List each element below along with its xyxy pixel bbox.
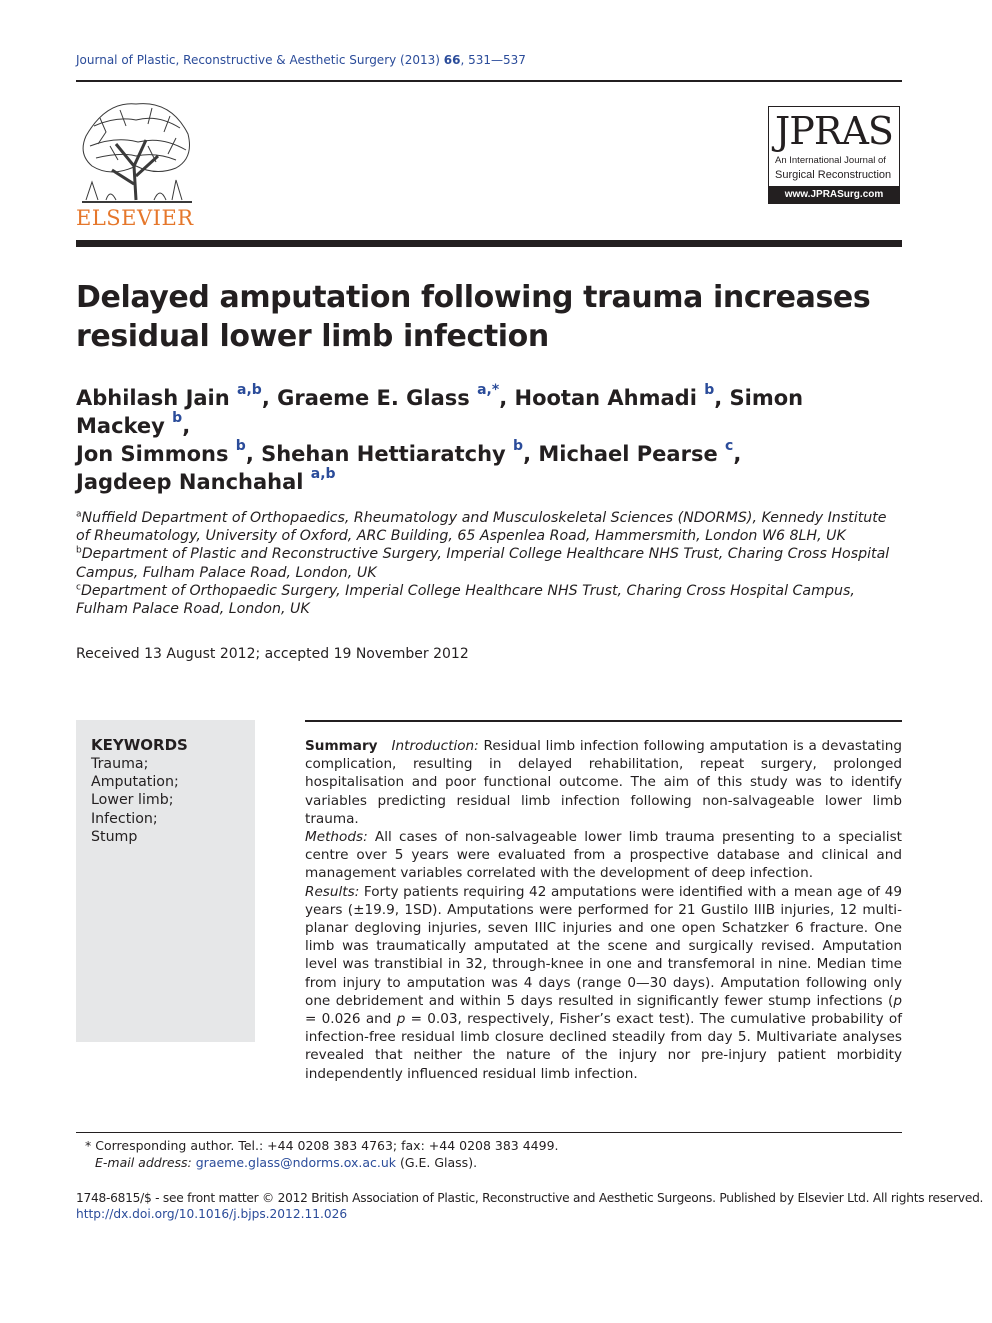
author-name: Jon Simmons <box>76 442 229 466</box>
author-affiliation-mark[interactable]: b <box>235 438 246 454</box>
keyword-item: Infection; <box>91 810 158 827</box>
abstract-rule <box>305 720 902 722</box>
keywords-heading: KEYWORDS <box>91 736 188 754</box>
journal-logo-title: JPRAS <box>775 109 893 153</box>
journal-logo <box>768 106 900 204</box>
author-name: Shehan Hettiaratchy <box>261 442 506 466</box>
author-name: Jagdeep Nanchahal <box>76 470 304 494</box>
author-affiliation-mark[interactable]: a,b <box>310 466 336 482</box>
author-affiliation-mark[interactable]: a,* <box>477 382 500 398</box>
corresponding-author-contact: * Corresponding author. Tel.: +44 0208 383 4763; fax: +44 0208 383 4499. <box>85 1138 559 1153</box>
abstract <box>305 737 902 1083</box>
keywords-box <box>76 720 255 1042</box>
keyword-item: Lower limb; <box>91 792 174 809</box>
author-list: Abhilash Jain $^{a,b}$, Graeme E. Glass $^{a,*}$, Hootan Ahmadi $^b$, Simon Mackey $^b$, Jon Simmons $^b$, Shehan Hettiaratchy $^b$, Michael Pearse $^c$, Jagdeep Nanchahal $^{a,b}$ <box>76 382 804 494</box>
article-title-line-2: residual lower limb infection <box>76 319 549 354</box>
keywords-list <box>91 755 179 846</box>
summary-label: Summary <box>305 738 378 754</box>
author-name: Hootan Ahmadi <box>514 386 697 410</box>
affiliation-item: $^a$Nuffield Department of Orthopaedics, Rheumatology and Musculoskeletal Sciences (NDORMS), Kennedy Institute of Rheumatology, University of Oxford, ARC Building, 65 Aspenlea Road, Hammersmith, London W6 8LH, UK <box>76 509 887 545</box>
journal-logo-url[interactable]: www.JPRASurg.com <box>769 186 899 203</box>
article-title-line-1: Delayed amputation following trauma increases <box>76 280 871 315</box>
publisher-name: ELSEVIER <box>76 206 194 230</box>
abstract-methods: Methods: All cases of non-salvageable lower limb trauma presenting to a specialist centre over 5 years were evaluated from a prospective database and clinical and management variables correlated with the development of deep infection. <box>305 829 902 882</box>
article-title <box>76 278 902 356</box>
received-dates: Received 13 August 2012; accepted 19 November 2012 <box>76 646 469 662</box>
footnote-rule <box>76 1132 902 1133</box>
author-affiliation-mark[interactable]: b <box>513 438 524 454</box>
corresponding-author-footnote: * Corresponding author. Tel.: +44 0208 383 4763; fax: +44 0208 383 4499. E-mail address: graeme.glass@ndorms.ox.ac.uk (G.E. Glass). <box>85 1138 559 1170</box>
keyword-item: Amputation; <box>91 774 179 791</box>
affiliation-item: $^c$Department of Orthopaedic Surgery, Imperial College Healthcare NHS Trust, Charing Cross Hospital Campus, Fulham Palace Road, London, UK <box>76 582 855 618</box>
email-link[interactable]: graeme.glass@ndorms.ox.ac.uk <box>195 1155 396 1170</box>
author-affiliation-mark[interactable]: a,b <box>237 382 262 398</box>
journal-pages: 531—537 <box>468 53 526 67</box>
journal-volume: 66 <box>443 53 461 67</box>
keyword-item: Trauma; <box>91 756 149 772</box>
affiliation-item: $^b$Department of Plastic and Reconstructive Surgery, Imperial College Healthcare NHS Trust, Charing Cross Hospital Campus, Fulham Palace Road, London, UK <box>76 545 890 581</box>
author-name: Simon Mackey <box>76 386 804 438</box>
journal-name: Journal of Plastic, Reconstructive & Aesthetic Surgery (2013) <box>76 53 440 67</box>
author-affiliation-mark[interactable]: b <box>172 410 183 426</box>
affiliation-list <box>76 509 902 618</box>
header-rule <box>76 80 902 82</box>
email-label: E-mail address: <box>95 1155 192 1170</box>
abstract-introduction: Summary Introduction: Residual limb infection following amputation is a devastating complication, resulting in delayed rehabilitation, repeat surgery, prolonged hospitalisation and poor functional outcome. The aim of this study was to identify variables predicting residual limb infection following non-salvageable lower limb trauma. <box>305 738 902 827</box>
author-name: Abhilash Jain <box>76 386 230 410</box>
journal-logo-subtitle-2: Surgical Reconstruction <box>775 169 892 181</box>
journal-logo-subtitle-1: An International Journal of <box>775 155 886 166</box>
doi-link[interactable]: http://dx.doi.org/10.1016/j.bjps.2012.11.026 <box>76 1207 348 1221</box>
keyword-item: Stump <box>91 828 138 845</box>
author-affiliation-mark[interactable]: b <box>704 382 715 398</box>
copyright-notice: 1748-6815/$ - see front matter © 2012 British Association of Plastic, Reconstructive and Aesthetic Surgeons. Published by Elsevier Ltd. All rights reserved. <box>76 1191 984 1205</box>
journal-citation[interactable]: Journal of Plastic, Reconstructive & Aesthetic Surgery (2013) 66, 531—537 <box>76 53 526 67</box>
abstract-results: Results: Forty patients requiring 42 amputations were identified with a mean age of 49 years (±19.9, 1SD). Amputations were performed for 21 Gustilo IIIB injuries, 12 multi-planar degloving injuries, seven IIIC injuries and one open Schatzker 6 fracture. One limb was traumatically amputated at the scene and surgically revised. Amputation level was transtibial in 32, through-knee in one and transfemoral in nine. Median time from injury to amputation was 4 days (range 0—30 days). Amputation following only one debridement and within 5 days resulted in significantly fewer stump infections (p = 0.026 and p = 0.03, respectively, Fisher’s exact test). The cumulative probability of infection-free residual limb closure declined steadily from day 5. Multivariate analyses revealed that neither the nature of the injury nor pre-injury patient morbidity independently influenced residual limb infection. <box>305 883 902 1082</box>
masthead-rule <box>76 240 902 247</box>
author-name: Graeme E. Glass <box>277 386 470 410</box>
author-name: Michael Pearse <box>538 442 718 466</box>
author-affiliation-mark[interactable]: c <box>725 438 734 454</box>
